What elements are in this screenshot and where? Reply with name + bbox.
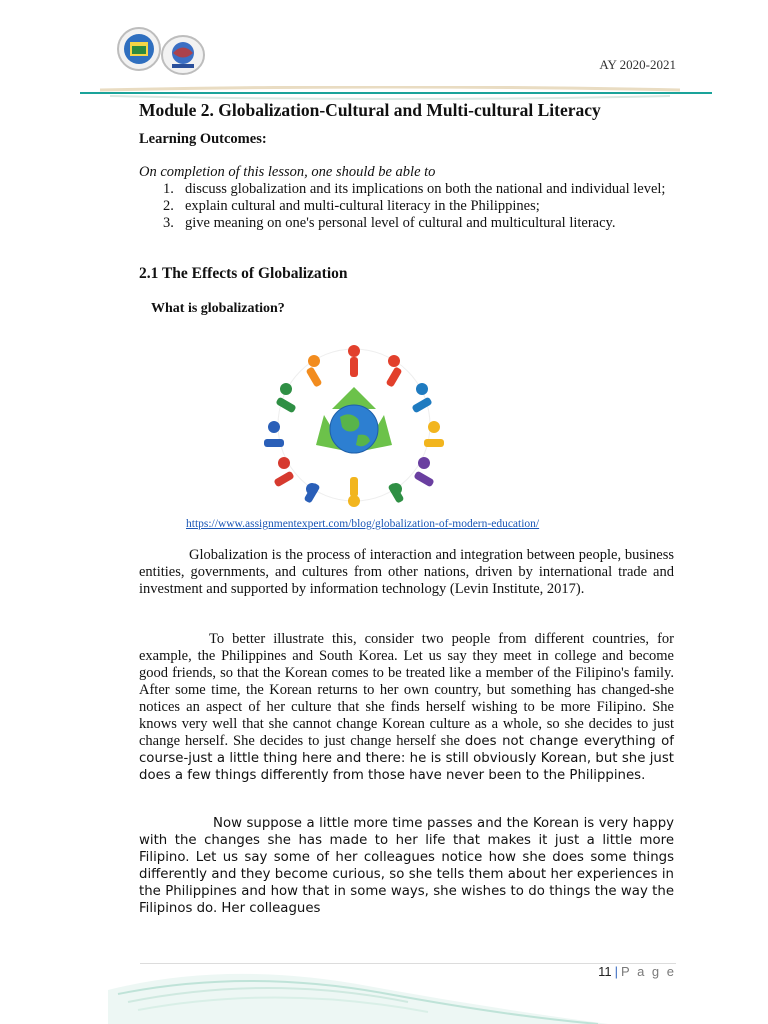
academic-year: AY 2020-2021 [599, 57, 676, 72]
list-item [139, 181, 679, 198]
paragraph-text: Globalization is the process of interaction and integration between people, business entities, governments, and cultures from other nations, driven by international trade and investment and supported by information technology (Levin Institute, 2017). [139, 547, 674, 597]
header-logos [116, 26, 212, 78]
list-item-text: explain cultural and multi-cultural literacy in the Philippines; [185, 198, 540, 214]
outcomes-intro: On completion of this lesson, one should be able to [139, 164, 436, 180]
college-seal-logo [160, 34, 206, 76]
globe-people-circle-icon [254, 337, 454, 515]
page-number-value: 11 [598, 964, 612, 979]
learning-outcomes-heading: Learning Outcomes: [139, 131, 267, 147]
paragraph-text: To better illustrate this, consider two people from different countries, for example, the Philippines and South Korea. Let us say they meet in college and become good friends, so that the Korean comes to be treated like a member of the Filipino's family. After some time, the Korean returns to her own country, but something has changed-she notices an aspect of her culture that she finds herself wishing to be more Filipino. She knows very well that she cannot change Korean culture as a whole, so she decides to just change herself. She decides to just change herself she [139, 631, 674, 749]
list-item-text: discuss globalization and its implications on both the national and individual level; [185, 181, 666, 197]
module-title: Module 2. Globalization-Cultural and Multi-cultural Literacy [139, 100, 601, 120]
page-word: P a g e [621, 964, 676, 979]
paragraph-text: does not change everything of course-just a little thing here and there: he is still obviously Korean, but she just does a few things differently from those have never been to the Philippines. [139, 734, 674, 783]
page-separator: | [614, 964, 619, 979]
footer-swoosh-decoration [108, 960, 608, 1024]
list-item-text: give meaning on one's personal level of cultural and multicultural literacy. [185, 215, 616, 231]
list-number: 3. [163, 215, 174, 231]
paragraph-illustration [139, 631, 674, 784]
learning-outcomes-list [139, 181, 679, 232]
section-question: What is globalization? [151, 301, 285, 316]
list-number: 1. [163, 181, 174, 197]
list-item [139, 198, 679, 215]
list-number: 2. [163, 198, 174, 214]
globe [330, 405, 378, 453]
school-seal-logo [116, 26, 162, 72]
paragraph-time-passes [139, 815, 674, 917]
image-source-link[interactable]: https://www.assignmentexpert.com/blog/globalization-of-modern-education/ [186, 518, 540, 530]
paragraph-globalization-definition [139, 547, 674, 598]
section-heading: 2.1 The Effects of Globalization [139, 265, 348, 282]
page-number [598, 964, 676, 979]
paragraph-text: Now suppose a little more time passes and the Korean is very happy with the changes she has made to her life that makes it just a little more Filipino. Let us say some of her colleagues notice how she does some things differently and they become curious, so she tells them about her experiences in the Philippines and how that in some ways, she wishes to do things the way the Filipinos do. Her colleagues [139, 816, 674, 916]
list-item [139, 215, 679, 232]
